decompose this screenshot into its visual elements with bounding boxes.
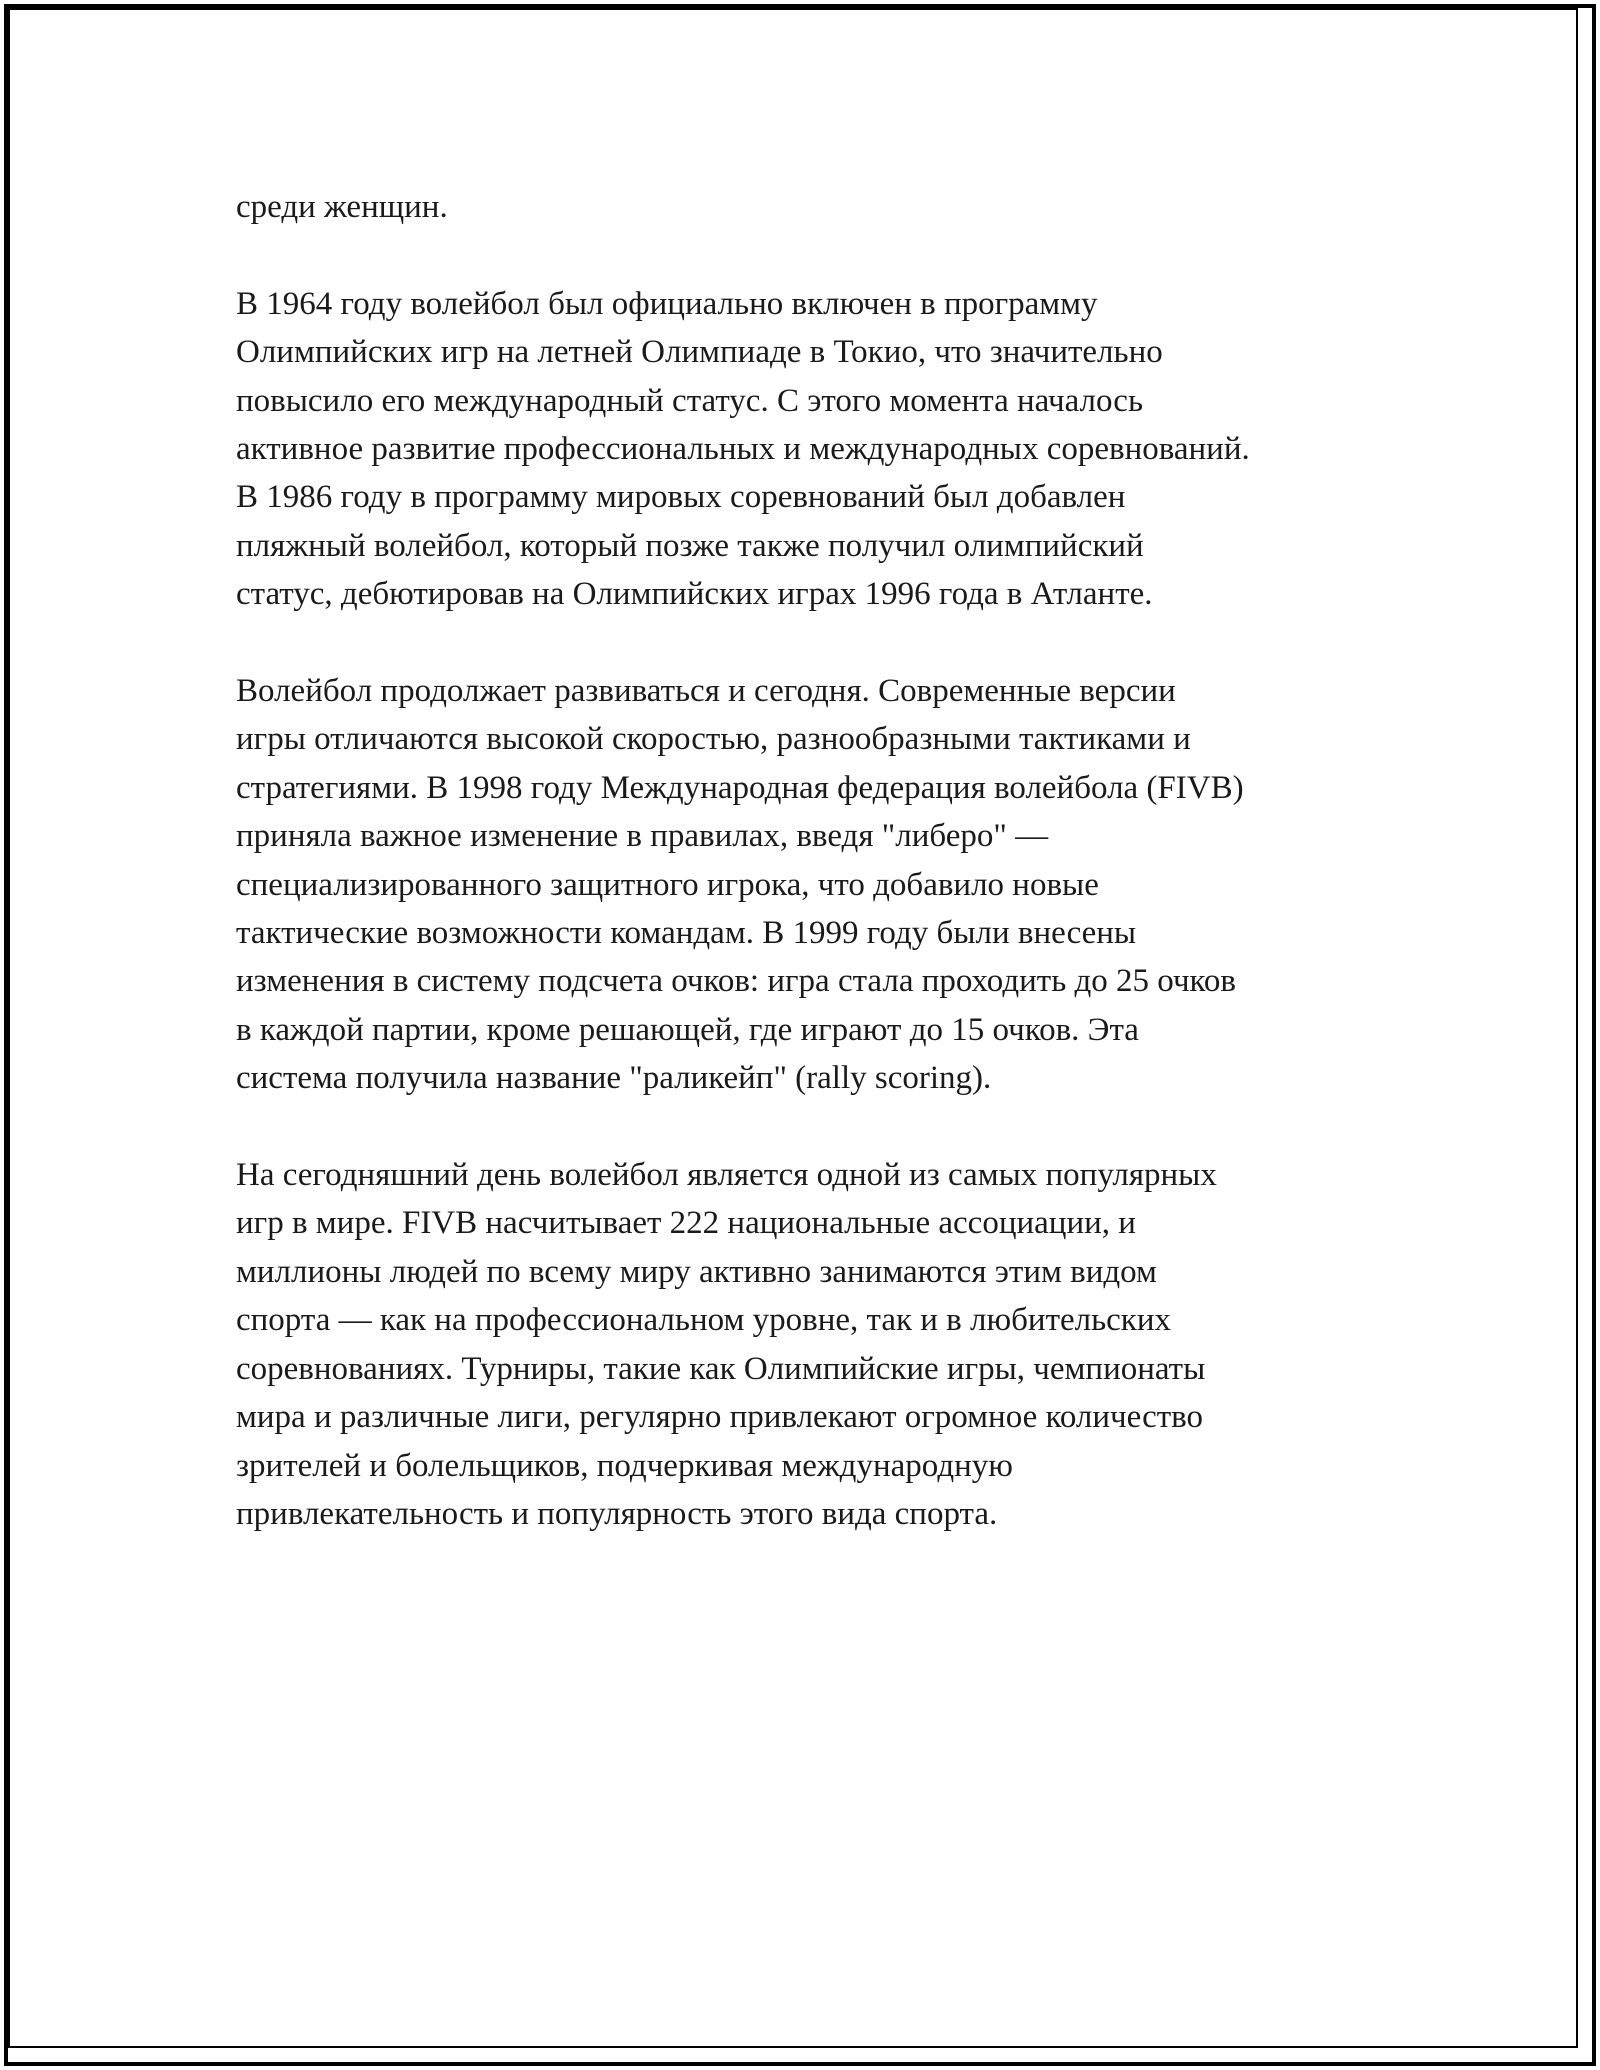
text-line: игры отличаются высокой скоростью, разнообразными тактиками и [236,721,1191,758]
paragraph-popularity [236,1151,1376,1538]
text-line: игр в мире. FIVB насчитывает 222 национальные ассоциации, и [236,1205,1136,1242]
text-line: изменения в систему подсчета очков: игра стала проходить до 25 очков [236,963,1236,1000]
text-line: статус, дебютировав на Олимпийских играх 1996 года в Атланте. [236,576,1153,613]
paragraph-continuation [236,183,1376,231]
text-line: миллионы людей по всему миру активно занимаются этим видом [236,1253,1157,1290]
text-line: система получила название "раликейп" (rally scoring). [236,1060,992,1097]
text-line: пляжный волейбол, который позже также получил олимпийский [236,527,1144,564]
text-line: специализированного защитного игрока, что добавило новые [236,866,1099,903]
paragraph-olympic-history [236,280,1376,619]
text-line: тактические возможности командам. В 1999 году были внесены [236,915,1137,952]
text-line: Олимпийских игр на летней Олимпиаде в Токио, что значительно [236,334,1163,371]
text-line: привлекательность и популярность этого вида спорта. [236,1495,998,1532]
text-line: В 1986 году в программу мировых соревнований был добавлен [236,479,1126,516]
text-line: спорта — как на профессиональном уровне, так и в любительских [236,1302,1171,1339]
text-line: В 1964 году волейбол был официально включен в программу [236,285,1098,322]
text-line: в каждой партии, кроме решающей, где играют до 15 очков. Эта [236,1011,1139,1048]
text-line: активное развитие профессиональных и международных соревнований. [236,431,1250,468]
text-line: среди женщин. [236,189,448,225]
paragraph-modern-rules [236,667,1376,1103]
document-body [236,183,1376,1587]
text-line: зрителей и болельщиков, подчеркивая международную [236,1447,1013,1484]
text-line: приняла важное изменение в правилах, введя "либеро" — [236,818,1049,855]
text-line: Волейбол продолжает развиваться и сегодня. Современные версии [236,673,1176,710]
text-line: мира и различные лиги, регулярно привлекают огромное количество [236,1399,1204,1436]
text-line: соревнованиях. Турниры, такие как Олимпийские игры, чемпионаты [236,1350,1206,1387]
text-line: стратегиями. В 1998 году Международная федерация волейбола (FIVB) [236,769,1244,806]
text-line: На сегодняшний день волейбол является одной из самых популярных [236,1157,1217,1194]
text-line: повысило его международный статус. С этого момента началось [236,382,1144,419]
